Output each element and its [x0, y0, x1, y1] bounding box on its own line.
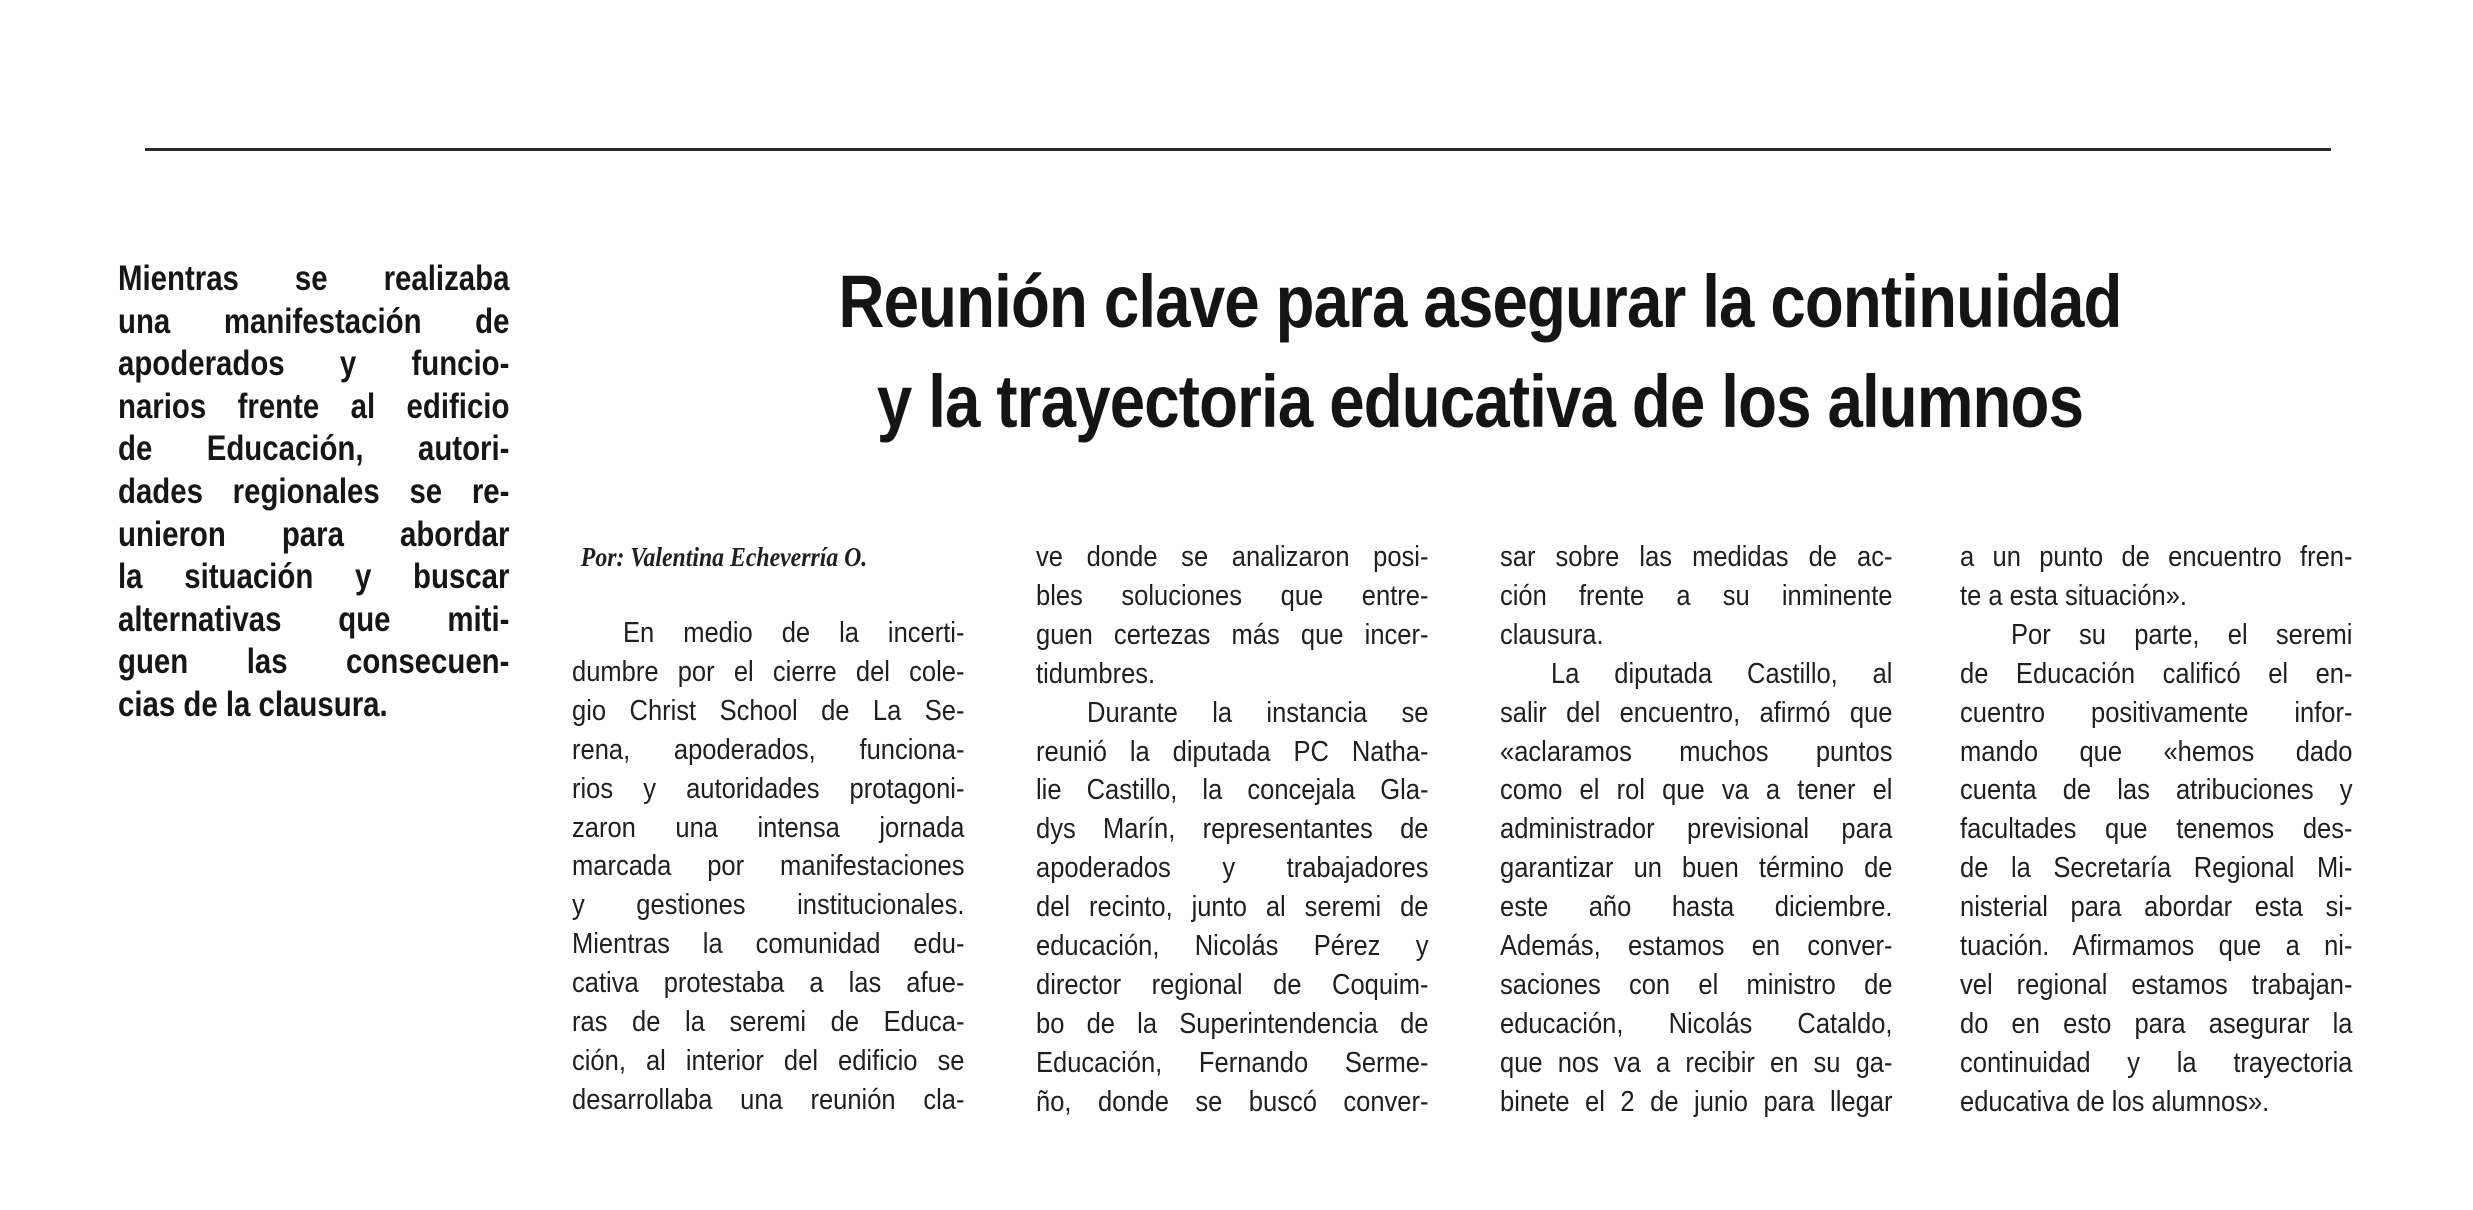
body-line: cuenta de las atribuciones y — [1960, 774, 2353, 807]
body-line: nisterial para abordar esta si- — [1960, 891, 2353, 924]
body-line: educación, Nicolás Cataldo, — [1500, 1007, 1893, 1040]
body-line: te a esta situación». — [1960, 579, 2187, 612]
byline: Por: Valentina Echeverría O. — [580, 542, 868, 572]
body-line: clausura. — [1500, 618, 1604, 651]
body-line: apoderados y trabajadores — [1036, 852, 1429, 885]
top-rule — [145, 148, 2331, 151]
body-line: rios y autoridades protagoni- — [572, 772, 965, 805]
body-line: bles soluciones que entre- — [1036, 579, 1429, 612]
body-line: cuentro positivamente infor- — [1960, 696, 2353, 729]
body-line: La diputada Castillo, al — [1551, 657, 1893, 690]
body-line: Educación, Fernando Serme- — [1036, 1046, 1429, 1079]
headline-line: y la trayectoria educativa de los alumnos — [876, 360, 2084, 443]
body-line: sar sobre las medidas de ac- — [1500, 541, 1893, 573]
lede-line: alternativas que miti- — [118, 599, 510, 639]
lede-line: una manifestación de — [118, 301, 510, 341]
body-line: que nos va a recibir en su ga- — [1500, 1046, 1893, 1079]
body-line: y gestiones institucionales. — [572, 889, 965, 922]
body-line: educación, Nicolás Pérez y — [1036, 930, 1429, 963]
body-line: administrador previsional para — [1500, 813, 1893, 846]
body-line: como el rol que va a tener el — [1500, 774, 1893, 807]
body-line: do en esto para asegurar la — [1960, 1007, 2353, 1040]
article-column-2 — [1036, 538, 1428, 1122]
body-line: tuación. Afirmamos que a ni- — [1960, 930, 2353, 963]
lede-line: apoderados y funcio- — [118, 344, 510, 384]
body-line: bo de la Superintendencia de — [1036, 1007, 1429, 1040]
body-line: tidumbres. — [1036, 657, 1156, 690]
body-line: zaron una intensa jornada — [572, 811, 965, 844]
lede-line: de Educación, autori- — [118, 429, 510, 469]
article-column-4 — [1960, 538, 2352, 1122]
lede-line: guen las consecuen- — [118, 642, 510, 682]
body-line: del recinto, junto al seremi de — [1036, 891, 1429, 924]
body-line: ño, donde se buscó conver- — [1036, 1085, 1429, 1118]
lede-line: dades regionales se re- — [118, 471, 510, 511]
lede-summary — [118, 258, 509, 727]
article-column-1 — [572, 538, 964, 1120]
body-line: de la Secretaría Regional Mi- — [1960, 852, 2353, 885]
body-line: vel regional estamos trabajan- — [1960, 968, 2353, 1001]
body-line: cativa protestaba a las afue- — [572, 967, 965, 1000]
body-line: binete el 2 de junio para llegar — [1500, 1085, 1893, 1118]
body-line: este año hasta diciembre. — [1500, 891, 1893, 924]
body-line: educativa de los alumnos». — [1960, 1085, 2270, 1118]
body-line: gio Christ School de La Se- — [572, 694, 965, 727]
lede-line: Mientras se realizaba — [118, 259, 510, 298]
body-line: guen certezas más que incer- — [1036, 618, 1429, 651]
body-line: continuidad y la trayectoria — [1960, 1046, 2353, 1079]
lede-line: cias de la clausura. — [118, 684, 388, 724]
body-line: salir del encuentro, afirmó que — [1500, 696, 1893, 729]
body-line: mando que «hemos dado — [1960, 735, 2353, 768]
body-line: ras de la seremi de Educa- — [572, 1006, 965, 1039]
body-line: lie Castillo, la concejala Gla- — [1036, 774, 1429, 807]
body-line: ve donde se analizaron posi- — [1036, 541, 1429, 573]
headline — [640, 252, 2320, 452]
body-line: de Educación calificó el en- — [1960, 657, 2353, 690]
body-line: Durante la instancia se — [1087, 696, 1429, 729]
body-line: reunió la diputada PC Natha- — [1036, 735, 1429, 768]
body-line: dumbre por el cierre del cole- — [572, 655, 965, 688]
body-line: Por su parte, el seremi — [2011, 618, 2353, 651]
body-line: desarrollaba una reunión cla- — [572, 1083, 965, 1116]
lede-line: narios frente al edificio — [118, 386, 510, 426]
body-line: En medio de la incerti- — [623, 617, 965, 649]
body-line: ción, al interior del edificio se — [572, 1044, 965, 1077]
body-line: a un punto de encuentro fren- — [1960, 541, 2353, 573]
body-line: dys Marín, representantes de — [1036, 813, 1429, 846]
body-line: «aclaramos muchos puntos — [1500, 735, 1893, 768]
lede-line: unieron para abordar — [118, 514, 510, 554]
body-line: director regional de Coquim- — [1036, 968, 1429, 1001]
body-line: saciones con el ministro de — [1500, 968, 1893, 1001]
headline-line: Reunión clave para asegurar la continuidad — [838, 260, 2122, 343]
body-line: facultades que tenemos des- — [1960, 813, 2353, 846]
body-line: rena, apoderados, funciona- — [572, 733, 965, 766]
body-line: garantizar un buen término de — [1500, 852, 1893, 885]
article-column-3 — [1500, 538, 1892, 1122]
body-line: ción frente a su inminente — [1500, 579, 1893, 612]
lede-line: la situación y buscar — [118, 557, 510, 597]
body-line: Mientras la comunidad edu- — [572, 928, 965, 961]
body-line: Además, estamos en conver- — [1500, 930, 1893, 963]
body-line: marcada por manifestaciones — [572, 850, 965, 883]
